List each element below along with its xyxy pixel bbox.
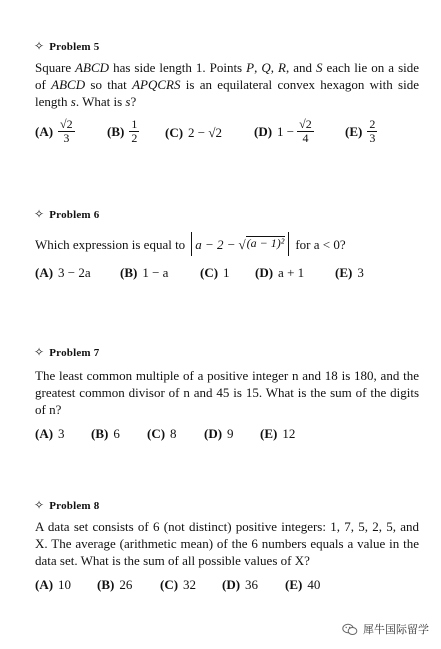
problem-6-heading: ✧ Problem 6 — [34, 207, 100, 221]
star-icon: ✧ — [34, 345, 45, 359]
wechat-icon — [342, 623, 358, 636]
watermark — [342, 621, 429, 637]
choice-d: (D) a + 1 — [255, 265, 305, 280]
choice-b: (B) 1 − a — [120, 265, 169, 280]
choice-a: (A) 3 — [35, 426, 65, 441]
watermark-text: 犀牛国际留学 — [363, 623, 429, 636]
star-icon: ✧ — [34, 207, 45, 221]
problem-7-heading: ✧ Problem 7 — [34, 345, 100, 359]
star-icon: ✧ — [34, 498, 45, 512]
choice-d: (D) 36 — [222, 577, 259, 592]
choice-a: (A) $\frac{√2}{3}$ — [35, 117, 73, 145]
choice-a: (A) 10 — [35, 577, 72, 592]
choice-e: (E) 40 — [285, 577, 321, 592]
choice-d: (D) 1 − $\frac{√2}{4}$ — [254, 117, 312, 145]
choice-d: (D) 9 — [204, 426, 234, 441]
choice-b: (B) $\frac{1}{2}$ — [107, 117, 138, 145]
choice-b: (B) 6 — [91, 426, 120, 441]
star-icon: ✧ — [34, 39, 45, 53]
choice-c: (C) 2 − √2 — [165, 125, 223, 140]
choice-b: (B) 26 — [97, 577, 133, 592]
problem-5-heading: ✧ Problem 5 — [34, 39, 100, 53]
choice-e: (E) 12 — [260, 426, 296, 441]
choice-a: (A) 3 − 2a — [35, 265, 91, 280]
problem-8-stem: A data set consists of 6 (not distinct) positive integers: 1, 7, 5, 2, 5, and X. The average (arithmetic mean) of the 6 numbers equals a value in the data set. What is the sum of all possible values of X? — [35, 519, 419, 568]
choice-c: (C) 8 — [147, 426, 177, 441]
problem-5-stem: Square ABCD has side length 1. Points P, Q, R, and S each lie on a side of ABCD so that APQCRS is an equilateral convex hexagon with side length s. What is s? — [35, 60, 420, 109]
choice-e: (E) 3 — [335, 265, 364, 280]
choice-c: (C) 1 — [200, 265, 230, 280]
problem-6-stem: Which expression is equal to a − 2 − √ (a − 1)² for a < 0? — [35, 232, 419, 256]
problem-8-heading: ✧ Problem 8 — [34, 498, 100, 512]
choice-c: (C) 32 — [160, 577, 197, 592]
problem-7-stem: The least common multiple of a positive integer n and 18 is 180, and the greatest common divisor of n and 45 is 15. What is the sum of the digits of n? — [35, 368, 419, 417]
choice-e: (E) $\frac{2}{3}$ — [345, 117, 376, 145]
